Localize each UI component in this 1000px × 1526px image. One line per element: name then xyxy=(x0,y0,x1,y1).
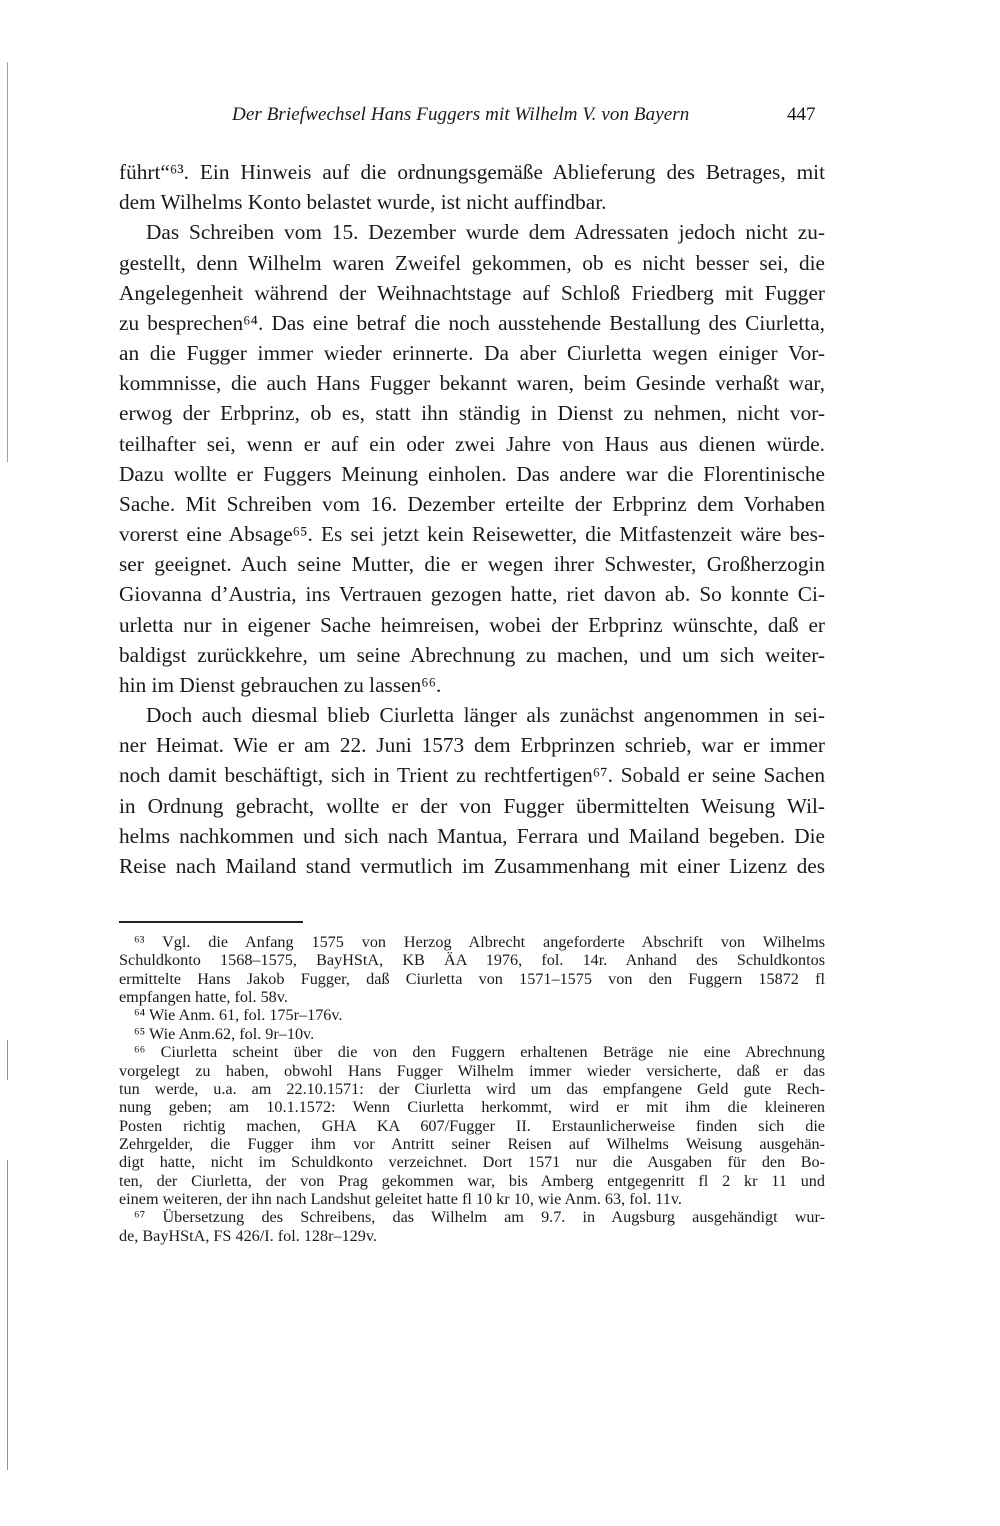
footnotes xyxy=(119,933,825,1245)
body-line: ser geeignet. Auch seine Mutter, die er wegen ihrer Schwester, Großherzogin xyxy=(119,552,825,577)
footnote-separator xyxy=(119,921,303,923)
scan-edge-mark xyxy=(7,62,8,462)
footnote-line: vorgelegt zu haben, obwohl Hans Fugger Wilhelm immer wieder versicherte, daß er das xyxy=(119,1061,825,1080)
footnote-line: ⁶³ Vgl. die Anfang 1575 von Herzog Albrecht angeforderte Abschrift von Wilhelms xyxy=(134,933,825,951)
body-line: helms nachkommen und sich nach Mantua, Ferrara und Mailand begeben. Die xyxy=(119,823,825,848)
footnote-line: einem weiteren, der ihn nach Landshut geleitet hatte fl 10 kr 10, wie Anm. 63, fol. 11v. xyxy=(119,1190,682,1209)
body-line: ner Heimat. Wie er am 22. Juni 1573 dem Erbprinzen schrieb, war er immer xyxy=(119,733,825,758)
footnote-line: de, BayHStA, FS 426/I. fol. 128r–129v. xyxy=(119,1226,377,1245)
scan-edge-mark xyxy=(7,1040,8,1080)
body-line: teilhafter sei, wenn er auf ein oder zwei Jahre von Haus aus dienen würde. xyxy=(119,431,825,456)
running-title: Der Briefwechsel Hans Fuggers mit Wilhelm V. von Bayern xyxy=(232,104,690,125)
footnote-line: Zehrgelder, die Fugger ihm vor Antritt seiner Reisen auf Wilhelms Weisung ausgehän- xyxy=(119,1134,825,1153)
page-number: 447 xyxy=(787,104,816,125)
body-line: Giovanna d’Austria, ins Vertrauen gezogen hatte, riet davon ab. So konnte Ci- xyxy=(119,582,825,607)
footnote-line: ten, der Ciurletta, der von Prag gekommen war, bis Amberg entgegenritt fl 2 kr 11 und xyxy=(119,1171,825,1190)
body-line: in Ordnung gebracht, wollte er der von Fugger übermittelten Weisung Wil- xyxy=(119,793,825,818)
footnote-line: ermittelte Hans Jakob Fugger, daß Ciurletta von 1571–1575 von den Fuggern 15872 fl xyxy=(119,969,825,988)
footnote-line: ⁶⁷ Übersetzung des Schreibens, das Wilhelm am 9.7. in Augsburg ausgehändigt wur- xyxy=(134,1208,825,1227)
body-line: kommnisse, die auch Hans Fugger bekannt waren, beim Gesinde verhaßt war, xyxy=(119,371,825,396)
body-line: urletta nur in eigener Sache heimreisen, wobei der Erbprinz wünschte, daß er xyxy=(119,612,825,637)
footnote-line: Posten richtig machen, GHA KA 607/Fugger II. Erstaunlicherweise finden sich die xyxy=(119,1116,825,1135)
body-line: Angelegenheit während der Weihnachtstage auf Schloß Friedberg mit Fugger xyxy=(119,280,825,305)
body-line: zu besprechen⁶⁴. Das eine betraf die noch ausstehende Bestallung des Ciurletta, xyxy=(119,310,825,335)
body-text xyxy=(119,157,825,881)
body-line: führt“⁶³. Ein Hinweis auf die ordnungsgemäße Ablieferung des Betrages, mit xyxy=(119,160,825,184)
footnote-line: Schuldkonto 1568–1575, BayHStA, KB ÄA 1976, fol. 14r. Anhand des Schuldkontos xyxy=(119,951,825,970)
scan-edge-mark xyxy=(7,1160,8,1470)
body-line: dem Wilhelms Konto belastet wurde, ist nicht auffindbar. xyxy=(119,190,607,215)
body-line: Reise nach Mailand stand vermutlich im Zusammenhang mit einer Lizenz des xyxy=(119,853,825,878)
body-line: noch damit beschäftigt, sich in Trient zu rechtfertigen⁶⁷. Sobald er seine Sachen xyxy=(119,763,825,788)
body-line: hin im Dienst gebrauchen zu lassen⁶⁶. xyxy=(119,672,442,697)
footnote-line: ⁶⁵ Wie Anm.62, fol. 9r–10v. xyxy=(134,1024,315,1043)
body-line: an die Fugger immer wieder erinnerte. Da aber Ciurletta wegen einiger Vor- xyxy=(119,341,825,366)
body-line: erwog der Erbprinz, ob es, statt ihn ständig in Dienst zu nehmen, nicht vor- xyxy=(119,401,825,426)
body-line: vorerst eine Absage⁶⁵. Es sei jetzt kein Reisewetter, die Mitfastenzeit wäre bes- xyxy=(119,522,825,547)
body-line: Das Schreiben vom 15. Dezember wurde dem Adressaten jedoch nicht zu- xyxy=(146,220,825,245)
footnote-line: empfangen hatte, fol. 58v. xyxy=(119,988,288,1007)
body-line: Doch auch diesmal blieb Ciurletta länger als zunächst angenommen in sei- xyxy=(146,703,825,728)
footnote-line: ⁶⁴ Wie Anm. 61, fol. 175r–176v. xyxy=(134,1006,343,1025)
body-line: gestellt, denn Wilhelm waren Zweifel gekommen, ob es nicht besser sei, die xyxy=(119,250,825,275)
footnote-line: tun werde, u.a. am 22.10.1571: der Ciurletta wird um das empfangene Geld gute Rech- xyxy=(119,1079,825,1098)
body-line: baldigst zurückkehre, um seine Abrechnung zu machen, und um sich weiter- xyxy=(119,642,825,667)
body-line: Sache. Mit Schreiben vom 16. Dezember erteilte der Erbprinz dem Vorhaben xyxy=(119,491,825,516)
footnote-line: digt hatte, nicht im Schuldkonto verzeichnet. Dort 1571 nur die Ausgaben für den Bo- xyxy=(119,1153,825,1172)
footnote-line: ⁶⁶ Ciurletta scheint über die von den Fuggern erhaltenen Beträge nie eine Abrechnung xyxy=(134,1043,825,1062)
footnote-line: nung geben; am 10.1.1572: Wenn Ciurletta herkommt, wird er mit ihm die kleineren xyxy=(119,1098,825,1117)
body-line: Dazu wollte er Fuggers Meinung einholen. Das andere war die Florentinische xyxy=(119,461,825,486)
